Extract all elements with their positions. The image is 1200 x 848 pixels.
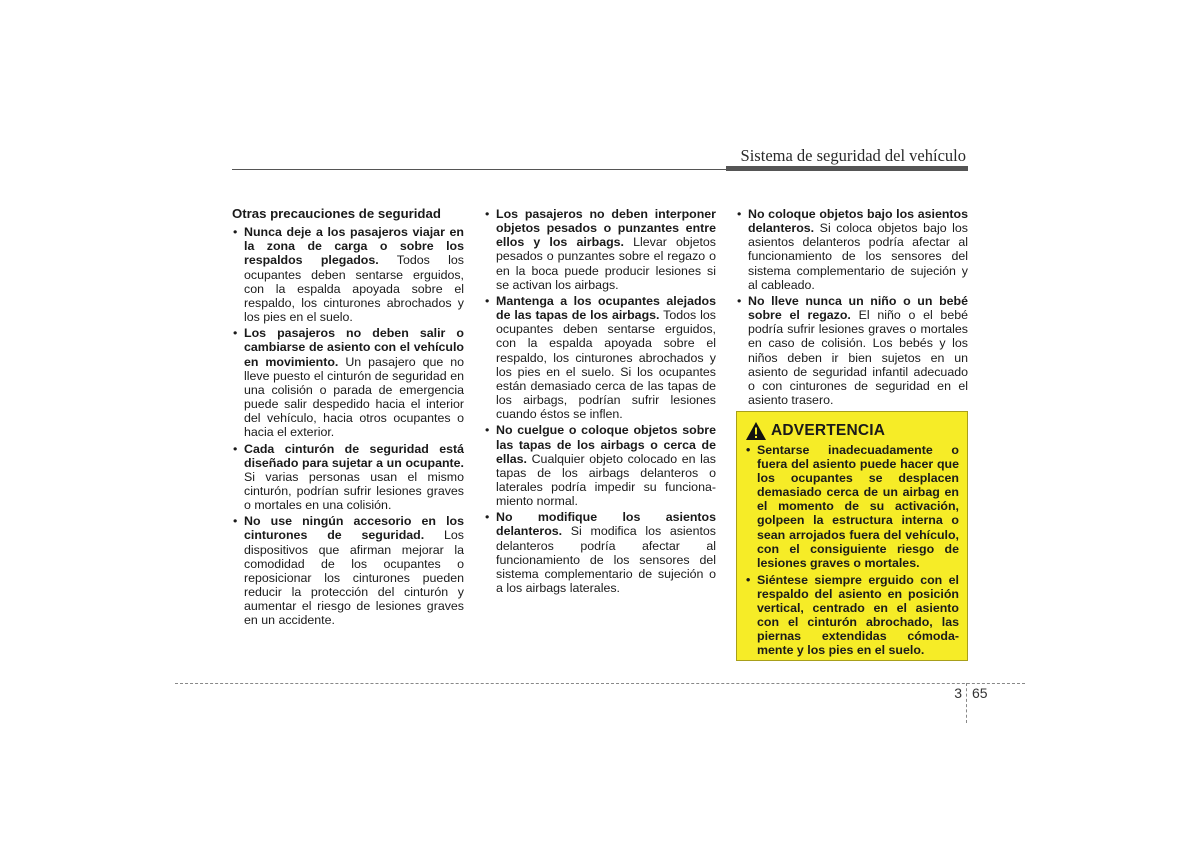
- item-lead: No cuelgue o coloque objetos sobre las tapas de los airbags o cerca de ellas.: [496, 423, 716, 466]
- item-text: Si coloca objetos bajo los asientos delanteros podría afectar al funcionamiento de los sensores del sistema complementario de sujeción y al cableado.: [748, 221, 968, 292]
- list-item: [736, 207, 968, 292]
- header-rule-accent: [726, 166, 968, 171]
- item-text: Todos los ocupantes deben sentarse erguidos, con la espalda apoyada sobre el respaldo, los cinturones abrochados y los pies en el suelo. Si los ocupantes están demasiado cerca de las tapas de los airbags, podrían sufrir lesiones cuando éstos se inflen.: [496, 308, 716, 422]
- column-3: [736, 207, 968, 409]
- warning-triangle-icon: [745, 421, 767, 441]
- precautions-list: [736, 207, 968, 407]
- item-text: El niño o el bebé podría sufrir lesiones graves o mortales en caso de colisión. Los bebés y los niños deben ir bien sujetos en un asiento de seguridad infantil adecuado o con cinturones de seguridad en el asiento trasero.: [748, 308, 968, 408]
- column-1: [232, 207, 464, 630]
- item-lead: No coloque objetos bajo los asientos delanteros.: [748, 207, 968, 236]
- page-number: 65: [972, 685, 988, 701]
- item-text: Un pasajero que no lleve puesto el cinturón de seguridad en una colisión o parada de emergencia puede salir despedido hacia el interior del vehículo, hacia otros ocupantes o hacia el exterior.: [244, 354, 464, 440]
- item-lead: Mantenga a los ocupantes alejados de las tapas de los airbags.: [496, 293, 716, 323]
- item-lead: Los pasajeros no deben interponer objetos pesados o punzantes entre ellos y los airbags.: [496, 207, 716, 250]
- warning-item: • Siéntese siempre erguido con el respaldo del asiento en posición vertical, centrado en el asiento con el cinturón abrochado, las piernas extendidas cómoda-mente y los pies en el suelo.: [745, 573, 959, 658]
- item-lead: No lleve nunca un niño o un bebé sobre el regazo.: [748, 293, 968, 323]
- precautions-list: [484, 207, 716, 595]
- list-item: [232, 442, 464, 513]
- item-lead: No modifique los asientos delanteros.: [496, 510, 716, 539]
- warning-title: ADVERTENCIA: [771, 422, 886, 439]
- precautions-list: [232, 225, 464, 627]
- column-2: [484, 207, 716, 597]
- item-text: Los dispositivos que afirman mejorar la comodidad de los ocupantes o reposicionar los cinturones pueden reducir la protección del cinturón y aumentar el riesgo de lesiones graves en un accidente.: [244, 528, 465, 628]
- footer-rule: [175, 683, 1025, 684]
- item-text: Si modifica los asientos delanteros podría afectar al funcionamiento de los sensores del sistema complementario de sujeción o a los airbags laterales.: [496, 524, 716, 596]
- item-lead: Nunca deje a los pasajeros viajar en la zona de carga o sobre los respaldos plegados.: [244, 225, 464, 268]
- list-item: [232, 514, 464, 627]
- item-lead: Los pasajeros no deben salir o cambiarse de asiento con el vehículo en movimiento.: [244, 326, 464, 369]
- item-text: Cualquier objeto colocado en las tapas de los airbags delanteros o laterales podría impedir su funciona-miento normal.: [496, 451, 716, 509]
- item-lead: Cada cinturón de seguridad está diseñado para sujetar a un ocupante.: [244, 441, 464, 470]
- warning-item: • Sentarse inadecuadamente o fuera del asiento puede hacer que los ocupantes se desplacen demasiado cerca de un airbag en el momento de su activación, golpeen la estructura interna o sean arrojados fuera del vehículo, con el consiguiente riesgo de lesiones graves o mortales.: [745, 443, 959, 570]
- list-item: [484, 510, 716, 595]
- section-title: Otras precauciones de seguridad: [232, 206, 441, 221]
- list-item: [484, 294, 716, 421]
- page-header-title: Sistema de seguridad del vehículo: [740, 146, 966, 165]
- item-text: Llevar objetos pesados o punzantes sobre el regazo o en la boca puede producir lesiones si se activan los airbags.: [496, 235, 717, 292]
- warning-list: [745, 443, 959, 657]
- item-text: Todos los ocupantes deben sentarse erguidos, con la espalda apoyada sobre el respaldo, los cinturones abrochados y los pies en el suelo.: [244, 253, 464, 325]
- item-lead: No use ningún accesorio en los cinturones de seguridad.: [244, 514, 464, 543]
- list-item: [232, 225, 464, 324]
- list-item: [232, 326, 464, 439]
- header-rule: [232, 169, 732, 170]
- chapter-number: 3: [954, 685, 962, 701]
- warning-header: [745, 421, 959, 441]
- warning-box: [736, 411, 968, 661]
- list-item: [484, 423, 716, 508]
- page-number-divider: [966, 683, 967, 723]
- list-item: [736, 294, 968, 407]
- item-text: Si varias personas usan el mismo cinturón, podrían sufrir lesiones graves o mortales en una colisión.: [244, 469, 464, 513]
- list-item: [484, 207, 716, 292]
